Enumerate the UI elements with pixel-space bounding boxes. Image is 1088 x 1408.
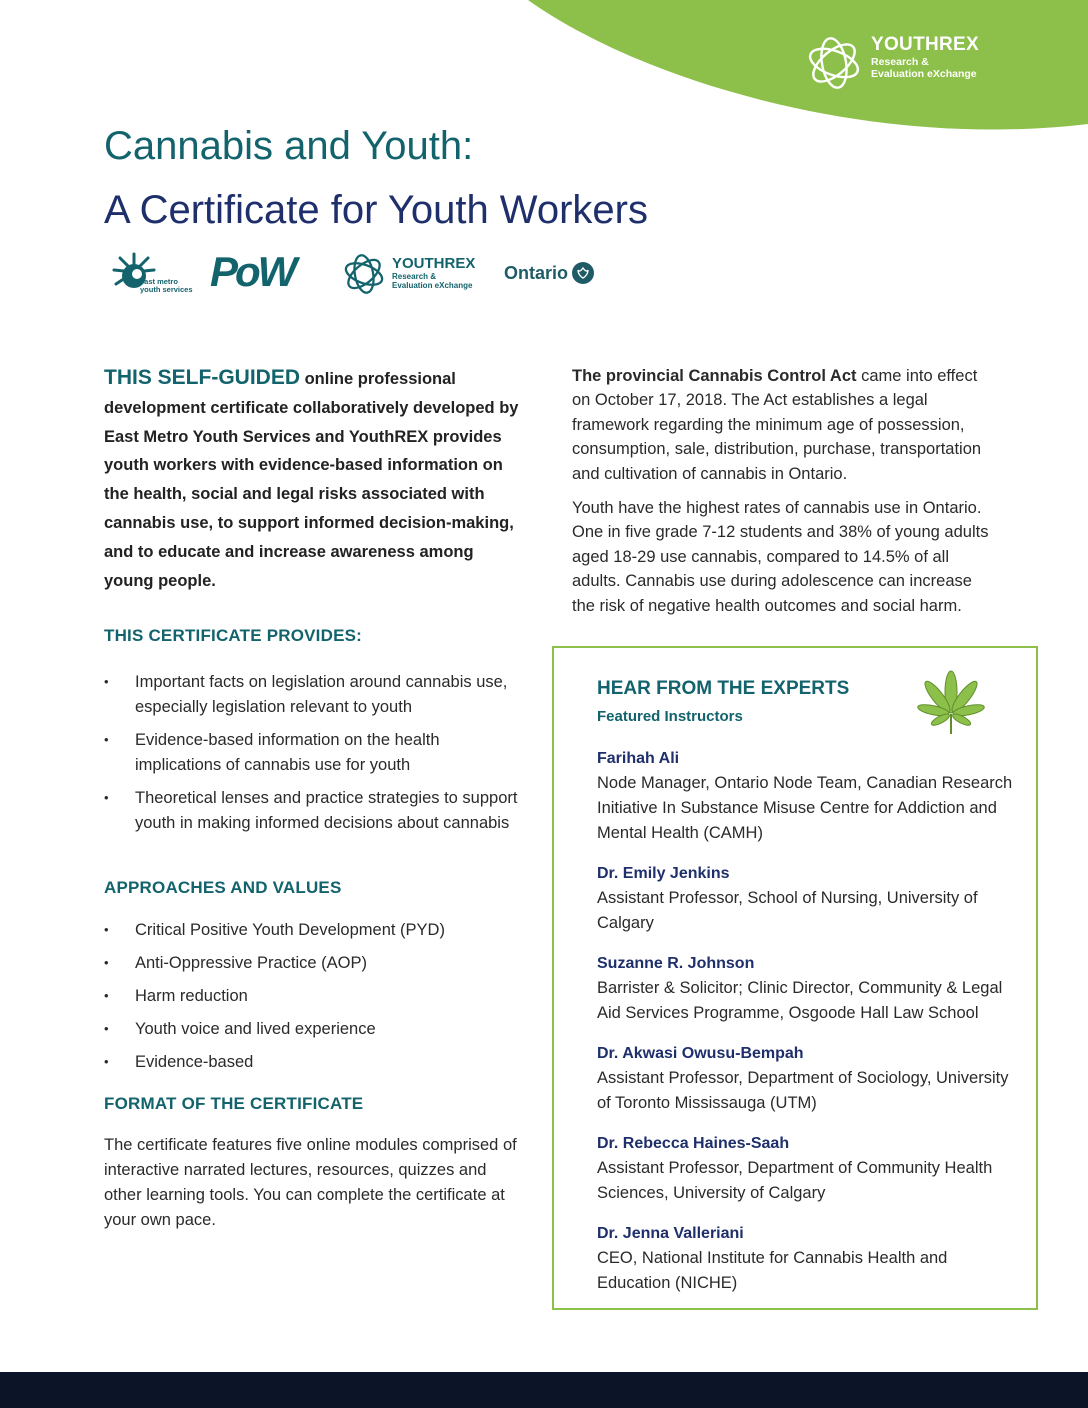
instructor-role: CEO, National Institute for Cannabis Health and Education (NICHE): [597, 1249, 948, 1292]
title-line-2: A Certificate for Youth Workers: [104, 188, 648, 232]
experts-box: [552, 646, 1038, 1310]
list-item: • Theoretical lenses and practice strategies to support youth in making informed decisions about cannabis: [104, 786, 524, 835]
brand-subtitle-1: Research &: [871, 56, 929, 68]
youthrex-partner-icon: [342, 252, 386, 296]
instructor-entry: [597, 1041, 1017, 1116]
ontario-logo: [504, 262, 594, 284]
instructor-name: Dr. Jenna Valleriani: [597, 1225, 744, 1242]
values-heading: APPROACHES AND VALUES: [104, 878, 342, 897]
instructor-role: Barrister & Solicitor; Clinic Director, Community & Legal Aid Services Programme, Osgoode Hall Law School: [597, 979, 1003, 1022]
list-item: • Anti-Oppressive Practice (AOP): [104, 951, 524, 975]
instructor-role: Assistant Professor, School of Nursing, University of Calgary: [597, 889, 978, 932]
east-metro-youth-services-logo: [104, 250, 224, 300]
stats-paragraph: Youth have the highest rates of cannabis use in Ontario. One in five grade 7-12 students and 38% of young adults aged 18-29 use cannabis, compared to 14.5% of all adults. Cannabis use during adolescence can increase the risk of negative health outcomes and social harm.: [572, 499, 989, 615]
emys-line-1: east metro: [140, 277, 178, 286]
emys-line-2: youth services: [140, 285, 193, 294]
pow-logo: PoW: [210, 248, 295, 295]
format-heading: FORMAT OF THE CERTIFICATE: [104, 1094, 364, 1113]
list-item: • Important facts on legislation around cannabis use, especially legislation relevant to youth: [104, 670, 524, 719]
instructor-name: Dr. Emily Jenkins: [597, 865, 730, 882]
provides-heading: THIS CERTIFICATE PROVIDES:: [104, 626, 363, 645]
instructor-list: [597, 746, 1017, 1311]
intro-body: online professional development certificate collaboratively developed by East Metro Youth Services and YouthREX provides youth workers with evidence-based information on the health, social and legal risks associated with cannabis use, to support informed decision-making, and to educate and increase awareness among young people.: [104, 370, 519, 590]
page-title: [104, 114, 648, 242]
list-item: • Harm reduction: [104, 984, 524, 1008]
youthrex-partner-name: YOUTHREX: [392, 255, 476, 272]
list-item: • Youth voice and lived experience: [104, 1017, 524, 1041]
intro-paragraph: [104, 364, 524, 595]
experts-subheading: Featured Instructors: [597, 708, 743, 725]
instructor-name: Farihah Ali: [597, 750, 680, 767]
list-item: • Evidence-based information on the health implications of cannabis use for youth: [104, 728, 524, 777]
act-bold: The provincial Cannabis Control Act: [572, 367, 857, 385]
instructor-entry: [597, 1221, 1017, 1296]
act-body: came into effect on October 17, 2018. The Act establishes a legal framework regarding the minimum age of possession, consumption, sale, distribution, purchase, transportation and cultivation of cannabis in Ontario.: [572, 367, 982, 483]
title-line-1: Cannabis and Youth:: [104, 124, 474, 168]
instructor-entry: [597, 861, 1017, 936]
trillium-icon: [572, 262, 594, 284]
instructor-role: Node Manager, Ontario Node Team, Canadian Research Initiative In Substance Misuse Centre for Addiction and Mental Health (CAMH): [597, 774, 1013, 842]
footer-bar: [0, 1372, 1088, 1408]
instructor-name: Dr. Rebecca Haines-Saah: [597, 1135, 790, 1152]
experts-heading: HEAR FROM THE EXPERTS: [597, 678, 850, 699]
instructor-entry: [597, 1131, 1017, 1206]
format-paragraph: The certificate features five online modules comprised of interactive narrated lectures, resources, quizzes and other learning tools. You can complete the certificate at your own pace.: [104, 1136, 517, 1229]
youthrex-partner-sub-1: Research &: [392, 272, 437, 281]
instructor-role: Assistant Professor, Department of Community Health Sciences, University of Calgary: [597, 1159, 993, 1202]
instructor-name: Suzanne R. Johnson: [597, 955, 755, 972]
provides-list: [104, 670, 524, 844]
cannabis-leaf-icon: [913, 670, 989, 736]
brand-name: YOUTHREX: [871, 34, 979, 55]
instructor-entry: [597, 746, 1017, 846]
youthrex-partner-logo: [342, 252, 475, 296]
values-list: [104, 918, 524, 1083]
act-paragraph: [572, 364, 992, 486]
list-item: • Critical Positive Youth Development (PYD): [104, 918, 524, 942]
list-item: • Evidence-based: [104, 1050, 524, 1074]
partner-logos: [104, 250, 624, 300]
instructor-entry: [597, 951, 1017, 1026]
youthrex-brand: [805, 34, 979, 92]
intro-lead: THIS SELF-GUIDED: [104, 366, 301, 389]
instructor-role: Assistant Professor, Department of Sociology, University of Toronto Mississauga (UTM): [597, 1069, 1009, 1112]
ontario-wordmark: Ontario: [504, 262, 569, 283]
youthrex-partner-sub-2: Evaluation eXchange: [392, 281, 473, 290]
brand-subtitle-2: Evaluation eXchange: [871, 68, 977, 80]
youthrex-logo-icon: [805, 34, 863, 92]
instructor-name: Dr. Akwasi Owusu-Bempah: [597, 1045, 804, 1062]
